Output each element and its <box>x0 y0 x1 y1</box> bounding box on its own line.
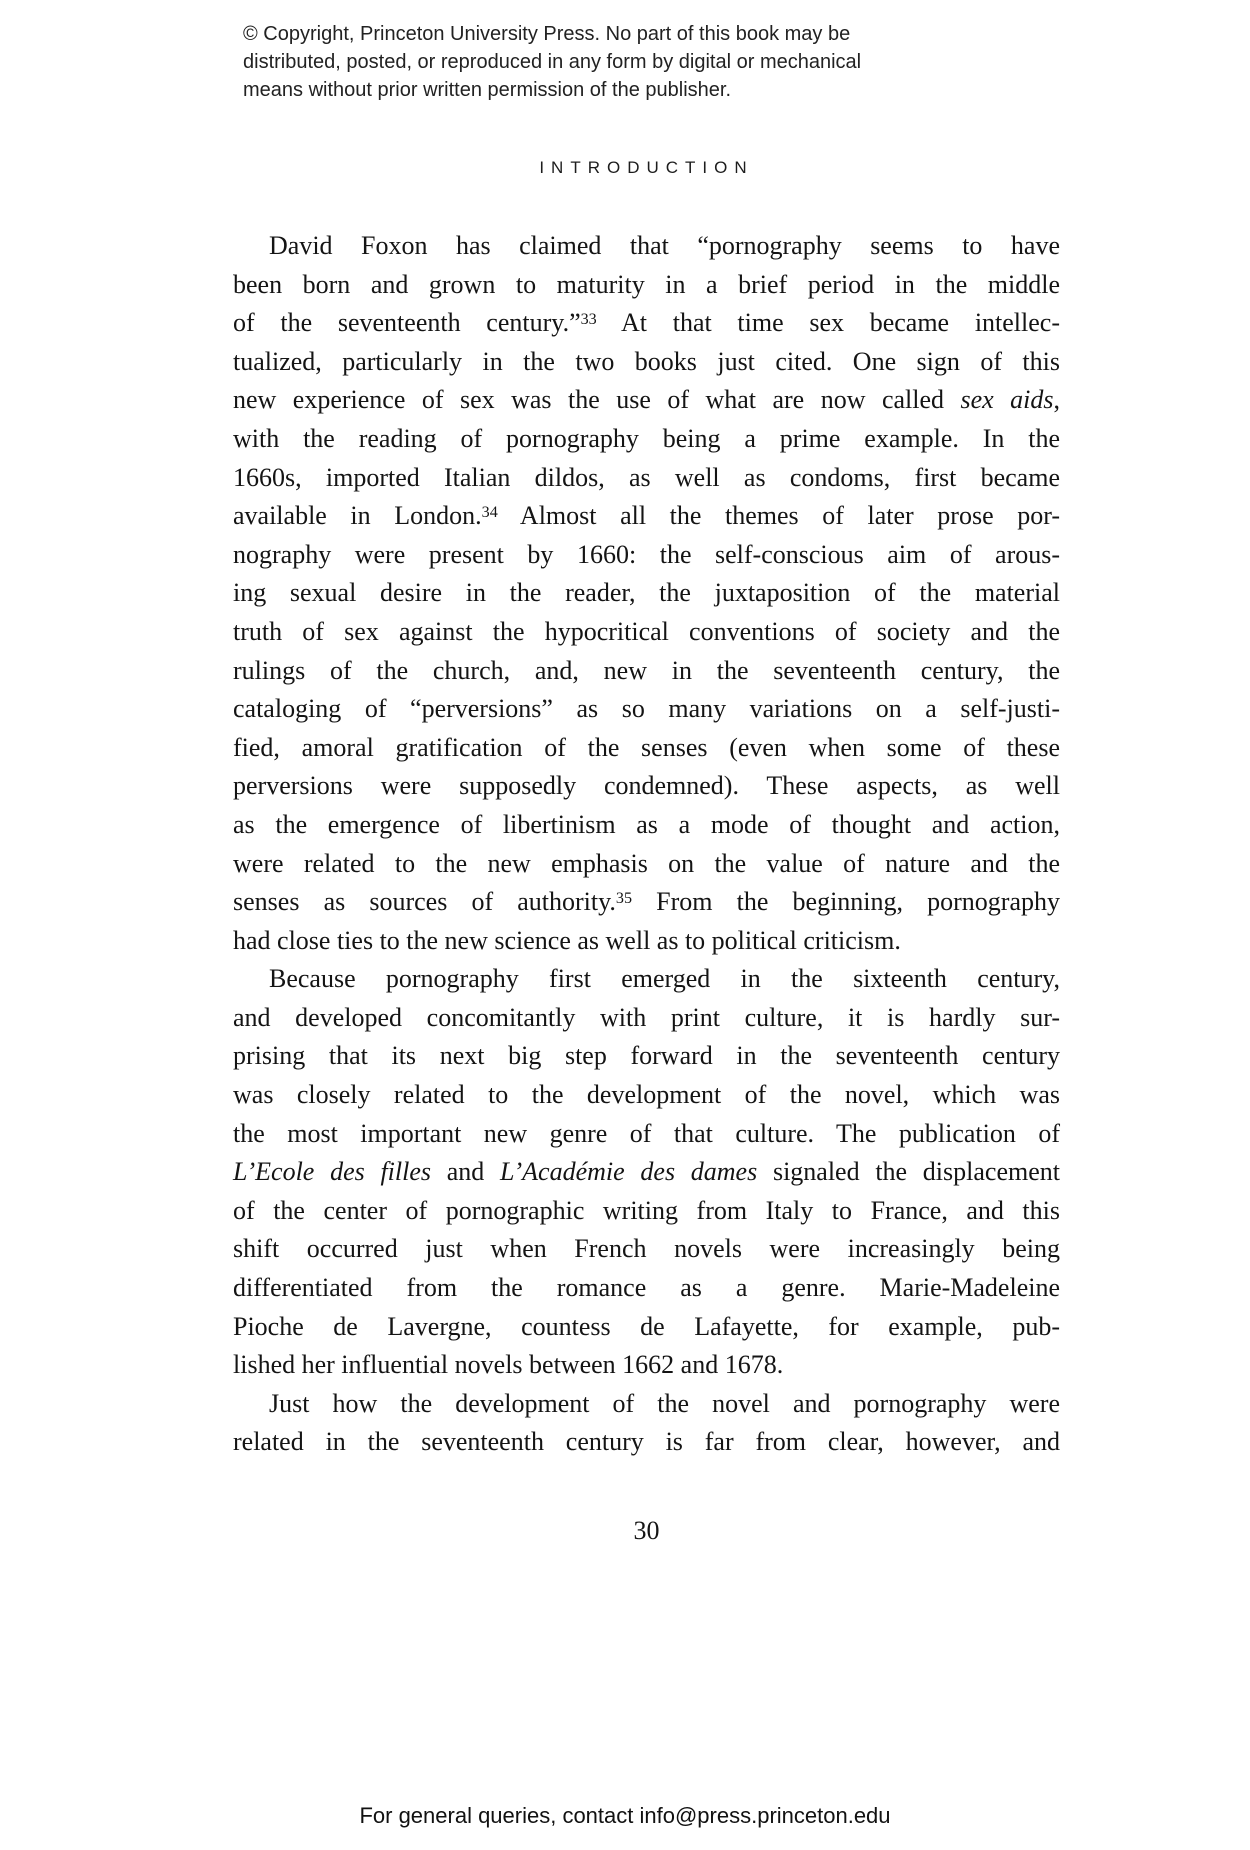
text-line <box>233 883 1060 922</box>
footnote-marker: 34 <box>481 503 498 521</box>
text-line: was closely related to the development of the novel, which was <box>233 1080 1060 1110</box>
text-line: shift occurred just when French novels were increasingly being <box>233 1234 1060 1264</box>
text-line: tualized, particularly in the two books just cited. One sign of this <box>233 346 1060 376</box>
italic-text: L’Académie des dames <box>500 1157 758 1187</box>
text-segment: and <box>431 1157 501 1187</box>
text-segment: At that time sex became intellec- <box>596 308 1060 338</box>
text-line: cataloging of “perversions” as so many variations on a self-justi- <box>233 694 1060 724</box>
text-segment: new experience of sex was the use of what are now called <box>233 385 961 415</box>
text-segment: available in London. <box>233 501 482 531</box>
paragraph <box>233 227 1060 960</box>
section-heading: INTRODUCTION <box>539 158 754 177</box>
text-segment: Almost all the themes of later prose por- <box>497 501 1061 531</box>
text-segment: From the beginning, pornography <box>632 887 1060 917</box>
text-line <box>233 497 1060 536</box>
text-segment: , <box>1053 385 1060 415</box>
text-line: had close ties to the new science as well as to political criticism. <box>233 925 901 955</box>
page-number: 30 <box>633 1516 660 1545</box>
copyright-line: means without prior written permission of the publisher. <box>243 79 732 101</box>
text-line: 1660s, imported Italian dildos, as well as condoms, first became <box>233 462 1060 492</box>
footnote-marker: 33 <box>580 310 597 328</box>
text-line: as the emergence of libertinism as a mode of thought and action, <box>233 809 1060 839</box>
text-line: Just how the development of the novel and pornography were <box>269 1388 1060 1418</box>
text-line <box>233 304 1060 343</box>
copyright-notice <box>243 20 861 104</box>
text-segment: signaled the displacement <box>757 1157 1060 1187</box>
text-line: differentiated from the romance as a genre. Marie-Madeleine <box>233 1273 1060 1303</box>
copyright-line: distributed, posted, or reproduced in any form by digital or mechanical <box>243 51 862 73</box>
text-line: rulings of the church, and, new in the seventeenth century, the <box>233 655 1060 685</box>
text-line: prising that its next big step forward in the seventeenth century <box>233 1041 1060 1071</box>
text-line: the most important new genre of that culture. The publication of <box>233 1118 1060 1148</box>
text-line: of the center of pornographic writing from Italy to France, and this <box>233 1195 1060 1225</box>
text-line: and developed concomitantly with print culture, it is hardly sur- <box>233 1002 1060 1032</box>
text-line: fied, amoral gratification of the senses (even when some of these <box>233 732 1060 762</box>
footnote-marker: 35 <box>615 889 633 907</box>
text-line: David Foxon has claimed that “pornography seems to have <box>269 231 1060 260</box>
text-line: Pioche de Lavergne, countess de Lafayette, for example, pub- <box>233 1311 1060 1341</box>
text-segment: of the seventeenth century.” <box>233 308 581 338</box>
text-line: with the reading of pornography being a prime example. In the <box>233 423 1060 453</box>
text-segment: senses as sources of authority. <box>233 887 616 917</box>
paragraph <box>233 1385 1060 1462</box>
paragraph <box>233 960 1060 1385</box>
italic-text: sex aids <box>960 385 1054 415</box>
text-line <box>233 1153 1060 1192</box>
italic-text: L’Ecole des filles <box>233 1157 432 1187</box>
text-line: nography were present by 1660: the self-conscious aim of arous- <box>233 539 1060 569</box>
text-line: ing sexual desire in the reader, the juxtaposition of the material <box>233 578 1060 608</box>
copyright-line: © Copyright, Princeton University Press. No part of this book may be <box>243 23 851 45</box>
body-text <box>233 227 1060 1462</box>
text-line: were related to the new emphasis on the value of nature and the <box>233 848 1060 878</box>
text-line: related in the seventeenth century is far from clear, however, and <box>233 1427 1060 1457</box>
text-line: truth of sex against the hypocritical conventions of society and the <box>233 616 1060 646</box>
text-line: been born and grown to maturity in a brief period in the middle <box>233 269 1060 299</box>
text-line: perversions were supposedly condemned). These aspects, as well <box>233 771 1060 801</box>
text-line: Because pornography first emerged in the sixteenth century, <box>269 964 1060 994</box>
footer-contact: For general queries, contact info@press.princeton.edu <box>359 1803 891 1828</box>
text-line <box>233 381 1060 420</box>
text-line: lished her influential novels between 1662 and 1678. <box>233 1350 784 1380</box>
